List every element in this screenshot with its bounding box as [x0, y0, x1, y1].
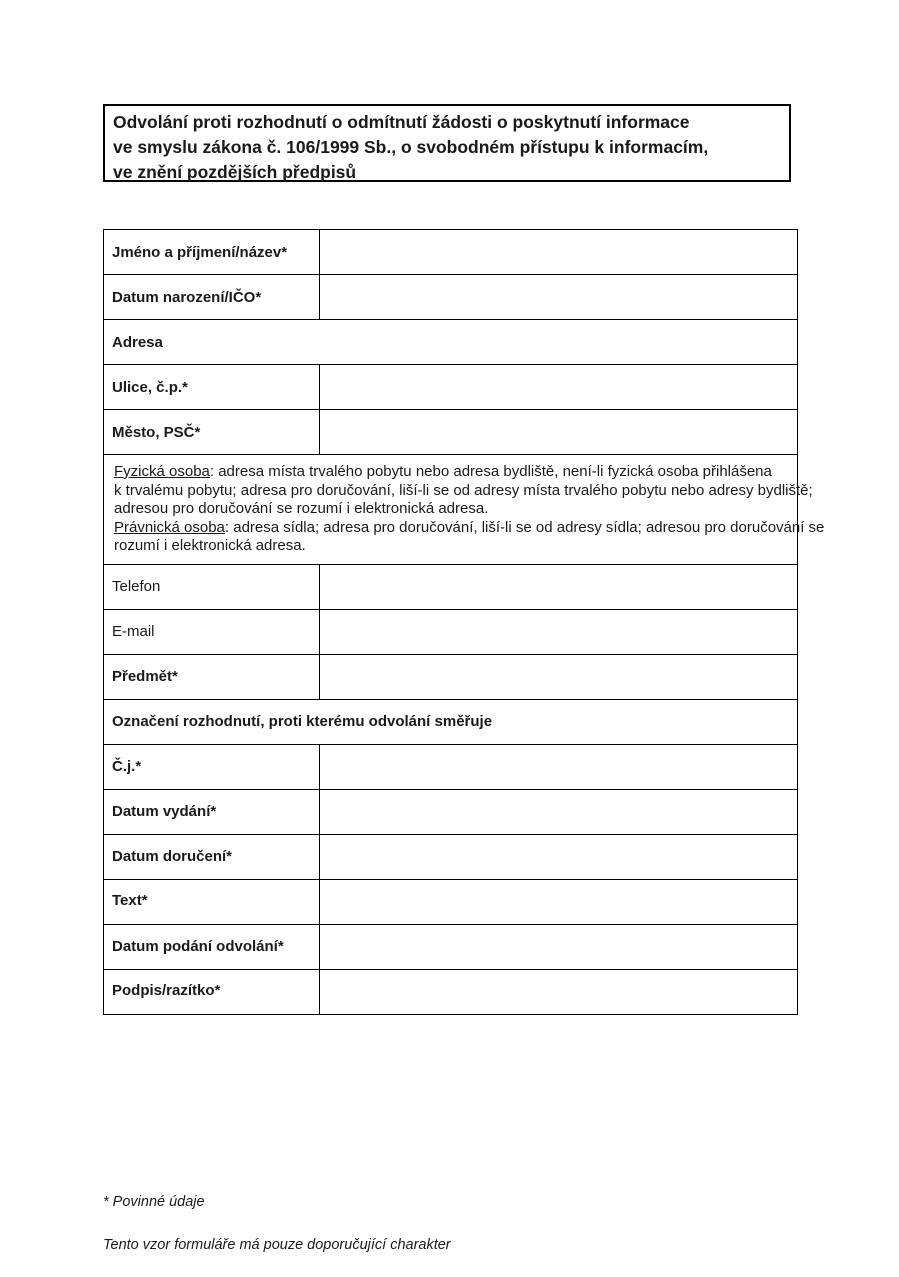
- delivery-date-field[interactable]: [320, 834, 798, 879]
- text-field[interactable]: [320, 879, 798, 924]
- note-legal-line-2: rozumí i elektronická adresa.: [114, 537, 306, 554]
- footer-note: Tento vzor formuláře má pouze doporučující charakter: [103, 1237, 451, 1253]
- signature-field[interactable]: [320, 969, 798, 1014]
- row-city: [104, 410, 798, 455]
- note-physical-line-2: k trvalému pobytu; adresa pro doručování, liší-li se od adresy místa trvalého pobytu nebo adresy bydliště;: [114, 481, 813, 499]
- row-address-note: [104, 455, 798, 565]
- legal-person-label: Právnická osoba: [114, 518, 225, 536]
- name-field[interactable]: [320, 230, 798, 275]
- row-appeal-date: [104, 924, 798, 969]
- address-header: Adresa: [104, 320, 798, 365]
- title-line-2: ve smyslu zákona č. 106/1999 Sb., o svobodném přístupu k informacím,: [113, 137, 709, 157]
- row-birth: [104, 275, 798, 320]
- required-footnote: * Povinné údaje: [103, 1194, 205, 1210]
- subject-field[interactable]: [320, 654, 798, 699]
- row-issue-date: [104, 789, 798, 834]
- phone-field[interactable]: [320, 564, 798, 609]
- city-label: Město, PSČ*: [104, 410, 320, 455]
- physical-text-1: : adresa místa trvalého pobytu nebo adresa bydliště, není-li fyzická osoba přihlášena: [209, 463, 772, 480]
- signature-label: Podpis/razítko*: [104, 969, 320, 1014]
- row-address-header: [104, 320, 798, 365]
- email-field[interactable]: [320, 609, 798, 654]
- birth-field[interactable]: [320, 275, 798, 320]
- decision-header: Označení rozhodnutí, proti kterému odvolání směřuje: [104, 699, 798, 744]
- address-note: [104, 455, 825, 565]
- row-signature: [104, 969, 798, 1014]
- appeal-date-field[interactable]: [320, 924, 798, 969]
- name-label: Jméno a příjmení/název*: [104, 230, 320, 275]
- legal-text-1: : adresa sídla; adresa pro doručování, liší-li se od adresy sídla; adresou pro doručování se: [224, 518, 825, 536]
- ref-field[interactable]: [320, 744, 798, 789]
- title-line-1: Odvolání proti rozhodnutí o odmítnutí žádosti o poskytnutí informace: [113, 112, 690, 132]
- city-field[interactable]: [320, 410, 798, 455]
- row-street: [104, 365, 798, 410]
- row-decision-header: [104, 699, 798, 744]
- row-phone: [104, 564, 798, 609]
- street-label: Ulice, č.p.*: [104, 365, 320, 410]
- row-email: [104, 609, 798, 654]
- form-title: [103, 104, 791, 182]
- row-ref: [104, 744, 798, 789]
- appeal-form-table: [103, 229, 825, 1015]
- delivery-date-label: Datum doručení*: [104, 834, 320, 879]
- street-field[interactable]: [320, 365, 798, 410]
- row-text: [104, 879, 798, 924]
- appeal-date-label: Datum podání odvolání*: [104, 924, 320, 969]
- birth-label: Datum narození/IČO*: [104, 275, 320, 320]
- physical-person-label: Fyzická osoba: [114, 463, 210, 480]
- note-physical-line-3: adresou pro doručování se rozumí i elektronická adresa.: [114, 500, 489, 517]
- row-delivery-date: [104, 834, 798, 879]
- issue-date-label: Datum vydání*: [104, 789, 320, 834]
- issue-date-field[interactable]: [320, 789, 798, 834]
- row-subject: [104, 654, 798, 699]
- text-label: Text*: [104, 879, 320, 924]
- ref-label: Č.j.*: [104, 744, 320, 789]
- phone-label: Telefon: [104, 564, 320, 609]
- row-name: [104, 230, 798, 275]
- note-physical-line-1: [114, 463, 787, 482]
- subject-label: Předmět*: [104, 654, 320, 699]
- email-label: E-mail: [104, 609, 320, 654]
- note-legal-line-1: [114, 518, 825, 538]
- title-line-3: ve znění pozdějších předpisů: [113, 162, 357, 182]
